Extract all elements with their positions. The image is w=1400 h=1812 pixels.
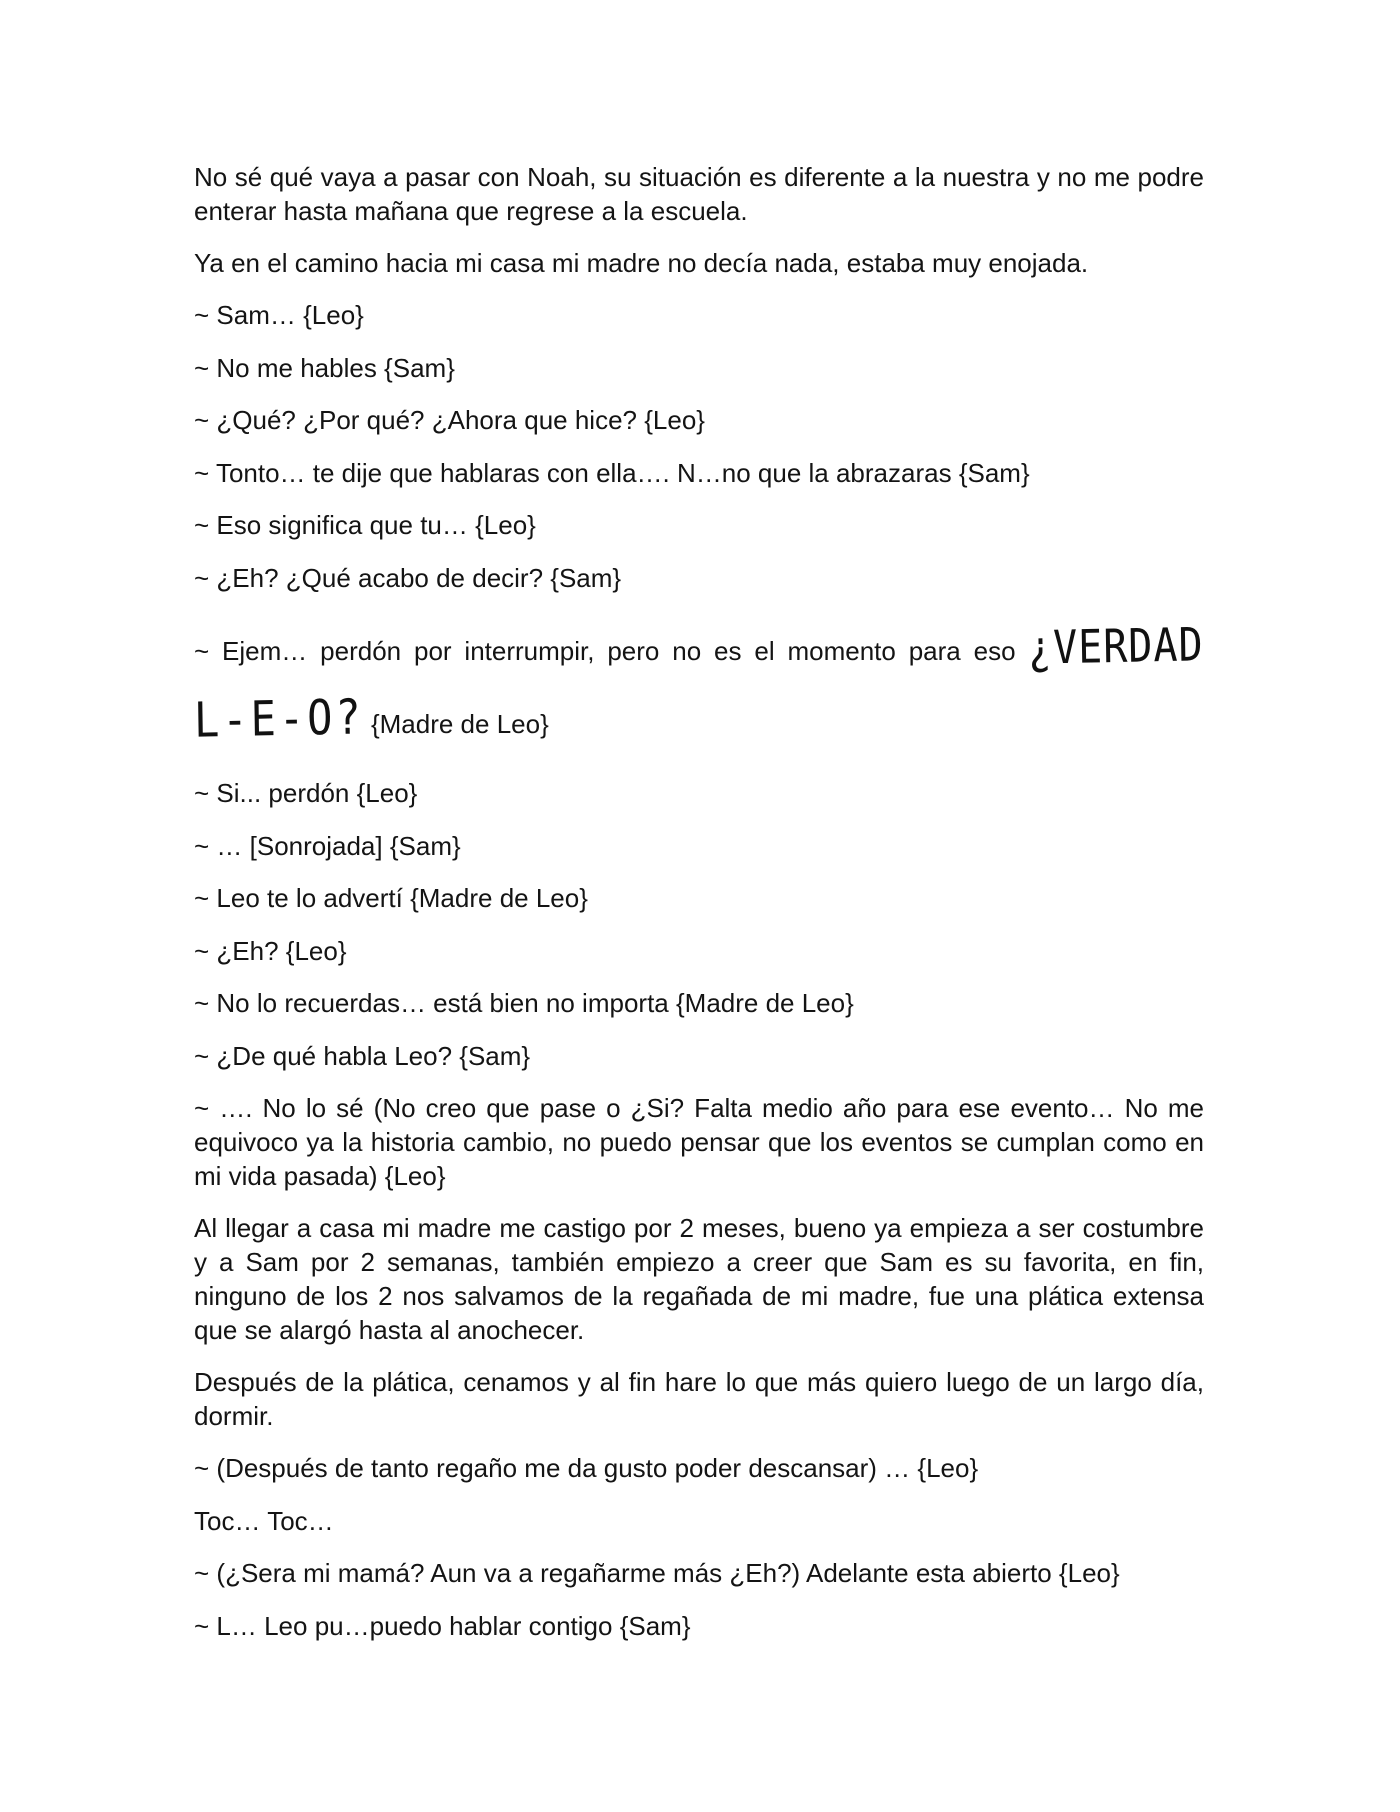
dialogue-line: ~ Leo te lo advertí {Madre de Leo} [194, 883, 588, 913]
interrupt-text: ~ Ejem… perdón por interrumpir, pero no es el momento para eso [194, 636, 1016, 666]
dialogue-line: ~ ¿De qué habla Leo? {Sam} [194, 1040, 531, 1071]
dialogue-line: ~ Si... perdón {Leo} [194, 778, 418, 808]
dialogue-line: ~ ¿Qué? ¿Por qué? ¿Ahora que hice? {Leo} [194, 405, 705, 435]
paragraph: Después de la plática, cenamos y al fin hare lo que más quiero luego de un largo día, dormir. [194, 1367, 1204, 1431]
sound-effect: Toc… Toc… [194, 1505, 334, 1536]
document-page [194, 160, 1204, 1661]
dialogue-line: ~ Eso significa que tu… {Leo} [194, 510, 536, 540]
dialogue-line: ~ Sam… {Leo} [194, 300, 364, 330]
dialogue-line: ~ L… Leo pu…puedo hablar contigo {Sam} [194, 1610, 691, 1641]
dialogue-line: ~ … [Sonrojada] {Sam} [194, 830, 461, 861]
interrupt-line [194, 613, 1204, 685]
interrupt-line-continued [194, 685, 1204, 758]
paragraph: No sé qué vaya a pasar con Noah, su situación es diferente a la nuestra y no me podre enterar hasta mañana que regrese a la escuela. [194, 162, 1204, 226]
dialogue-line: ~ No me hables {Sam} [194, 352, 455, 383]
dialogue-line: ~ ¿Eh? {Leo} [194, 935, 347, 966]
dialogue-line: ~ Tonto… te dije que hablaras con ella…. N…no que la abrazaras {Sam} [194, 457, 1030, 488]
paragraph: ~ …. No lo sé (No creo que pase o ¿Si? Falta medio año para ese evento… No me equivoco ya la historia cambio, no puedo pensar que los eventos se cumplan como en mi vida pasada) {Leo} [194, 1093, 1204, 1191]
dialogue-line: ~ (¿Sera mi mamá? Aun va a regañarme más ¿Eh?) Adelante esta abierto {Leo} [194, 1558, 1120, 1588]
speaker-tag: {Madre de Leo} [370, 709, 549, 739]
dialogue-line: ~ No lo recuerdas… está bien no importa {Madre de Leo} [194, 988, 854, 1018]
dialogue-line: ~ ¿Eh? ¿Qué acabo de decir? {Sam} [194, 562, 622, 593]
dialogue-line: ~ (Después de tanto regaño me da gusto poder descansar) … {Leo} [194, 1453, 979, 1483]
shout-text: ¿VERDAD [1028, 618, 1205, 676]
paragraph: Al llegar a casa mi madre me castigo por 2 meses, bueno ya empieza a ser costumbre y a Sam por 2 semanas, también empiezo a creer que Sam es su favorita, en fin, ninguno de los 2 nos salvamos de la regañada de mi madre, fue una plática extensa que se alargó hasta al anochecer. [194, 1213, 1204, 1345]
paragraph: Ya en el camino hacia mi casa mi madre no decía nada, estaba muy enojada. [194, 248, 1089, 278]
shout-text: L-E-O? [193, 688, 365, 749]
